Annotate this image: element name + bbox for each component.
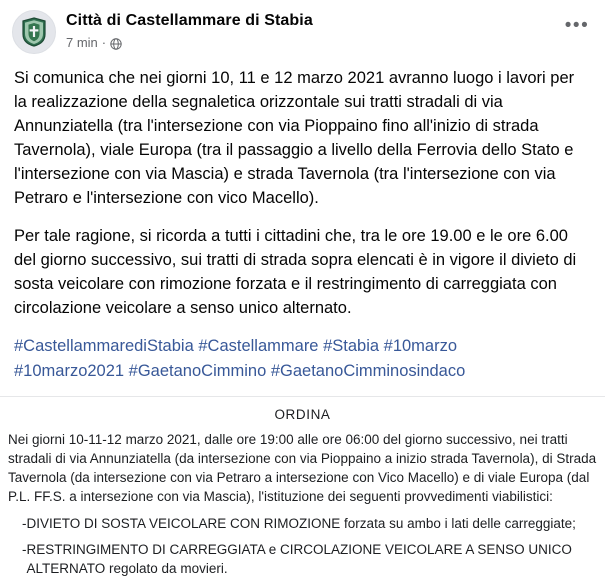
hashtag-link[interactable]: #10marzo2021 [14,362,125,380]
meta-separator: · [101,35,107,50]
post-header-text [66,10,561,51]
town-crest-avatar-icon [21,17,47,47]
page-name[interactable]: Città di Castellammare di Stabia [66,12,313,29]
bullet-marker: - [22,542,27,557]
list-item [8,540,597,578]
document-paragraph: Nei giorni 10-11-12 marzo 2021, dalle ore 19:00 alle ore 06:00 del giorno successivo, nei tratti stradali di via Annunziatella (da intersezione con via Pioppaino a inizio strada Tavernola), di Strada Tavernola (da intersezione con via Petraro a intersezione con Vico Macello) e di viale Europa (dal P.L. FF.S. a intersezione con via Mascia), l'istituzione dei seguenti provvedimenti viabilistici: [8,432,597,504]
avatar[interactable] [12,10,56,54]
post-body [0,56,605,384]
post-options-button[interactable]: ••• [564,15,590,36]
document-provisions-list [8,514,597,578]
bullet-marker: - [22,516,27,531]
post-meta [66,35,561,51]
globe-icon [110,38,122,50]
hashtag-link[interactable]: #GaetanoCimminosindaco [270,362,466,380]
hashtag-link[interactable]: #GaetanoCimmino [128,362,267,380]
hashtag-link[interactable]: #Stabia [323,337,380,355]
post-attachment-document[interactable] [0,396,605,578]
post-paragraph-2: Per tale ragione, si ricorda a tutti i cittadini che, tra le ore 19.00 e le ore 6.00 del giorno successivo, sui tratti di strada sopra elencati è in vigore il divieto di sosta veicolare con rimozione forzata e il restringimento di carreggiata con circolazione veicolare a senso unico alternato. [14,227,577,317]
hashtag-link[interactable]: #10marzo [383,337,458,355]
post-hashtags [14,334,591,384]
post-timestamp[interactable]: 7 min [66,35,98,50]
list-item-text: RESTRINGIMENTO DI CARREGGIATA e CIRCOLAZIONE VEICOLARE A SENSO UNICO ALTERNATO regolato da movieri. [26,542,572,576]
document-heading: ORDINA [274,407,331,422]
list-item-text: DIVIETO DI SOSTA VEICOLARE CON RIMOZIONE forzata su ambo i lati delle carreggiate; [26,516,576,531]
list-item [8,514,597,533]
post-header [0,0,605,56]
post-paragraph-1: Si comunica che nei giorni 10, 11 e 12 marzo 2021 avranno luogo i lavori per la realizzazione della segnaletica orizzontale sui tratti stradali di via Annunziatella (tra l'intersezione con via Pioppaino fino all'inizio di strada Tavernola), viale Europa (tra il passaggio a livello della Ferrovia dello Stato e l'intersezione con via Mascia) e strada Tavernola (tra l'intersezione con via Petraro e l'intersezione con vico Macello). [14,69,575,207]
hashtag-link[interactable]: #CastellammarediStabia [14,337,194,355]
hashtag-link[interactable]: #Castellammare [198,337,319,355]
